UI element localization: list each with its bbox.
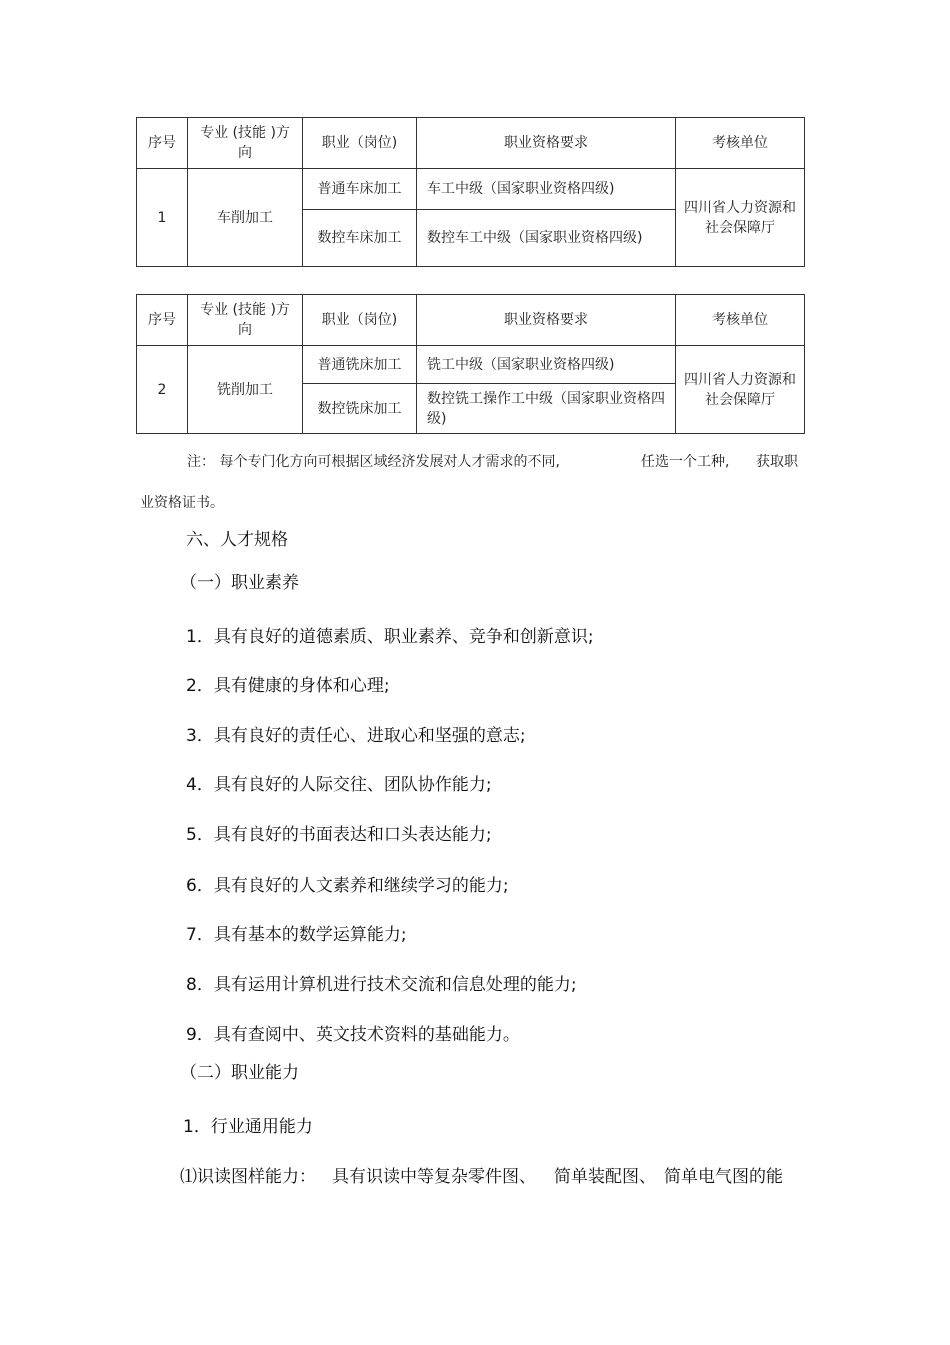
cell-unit: 四川省人力资源和社会保障厅 xyxy=(676,346,805,434)
subsection-title-1: （一）职业素养 xyxy=(180,573,299,593)
list-item: 3．具有良好的责任心、进取心和坚强的意志; xyxy=(186,726,526,746)
header-requirement: 职业资格要求 xyxy=(417,295,676,346)
qualification-table-2 xyxy=(136,294,805,434)
cell-requirement: 数控铣工操作工中级（国家职业资格四级) xyxy=(417,384,676,434)
cell-requirement: 数控车工中级（国家职业资格四级) xyxy=(417,210,676,267)
text-part: 具有识读中等复杂零件图、 xyxy=(332,1167,536,1187)
text-part: ⑴识读图样能力： xyxy=(180,1167,316,1187)
header-no: 序号 xyxy=(137,118,188,169)
cell-requirement: 车工中级（国家职业资格四级) xyxy=(417,169,676,210)
list-item: 6．具有良好的人文素养和继续学习的能力; xyxy=(186,876,509,896)
note-text-part2: 任选一个工种, xyxy=(641,454,730,470)
header-unit: 考核单位 xyxy=(676,295,805,346)
header-no: 序号 xyxy=(137,295,188,346)
qualification-table-1 xyxy=(136,117,805,267)
header-requirement: 职业资格要求 xyxy=(417,118,676,169)
list-item: 1．行业通用能力 xyxy=(183,1117,313,1137)
list-item: 4．具有良好的人际交往、团队协作能力; xyxy=(186,775,492,795)
header-direction: 专业 (技能 )方向 xyxy=(188,118,303,169)
subsection-title-2: （二）职业能力 xyxy=(180,1063,299,1083)
note-text-line2: 业资格证书。 xyxy=(140,495,224,511)
cell-job: 数控铣床加工 xyxy=(303,384,417,434)
text-part: 简单装配图、 xyxy=(554,1167,656,1187)
list-item: 5．具有良好的书面表达和口头表达能力; xyxy=(186,825,492,845)
cell-job: 数控车床加工 xyxy=(303,210,417,267)
cell-job: 普通铣床加工 xyxy=(303,346,417,384)
text-part: 简单电气图的能 xyxy=(664,1167,783,1187)
cell-unit: 四川省人力资源和社会保障厅 xyxy=(676,169,805,267)
section-title: 六、人才规格 xyxy=(186,530,288,550)
list-item: 1．具有良好的道德素质、职业素养、竞争和创新意识; xyxy=(186,627,594,647)
note-text-part1: 注： 每个专门化方向可根据区域经济发展对人才需求的不同, xyxy=(187,454,560,470)
cell-no: 2 xyxy=(137,346,188,434)
list-item: 9．具有查阅中、英文技术资料的基础能力。 xyxy=(186,1025,520,1045)
cell-job: 普通车床加工 xyxy=(303,169,417,210)
body-text xyxy=(180,1162,783,1187)
header-direction: 专业 (技能 )方向 xyxy=(188,295,303,346)
cell-direction: 车削加工 xyxy=(188,169,303,267)
header-job: 职业（岗位) xyxy=(303,295,417,346)
list-item: 2．具有健康的身体和心理; xyxy=(186,676,390,696)
cell-no: 1 xyxy=(137,169,188,267)
list-item: 8．具有运用计算机进行技术交流和信息处理的能力; xyxy=(186,975,577,995)
note-text-part3: 获取职 xyxy=(756,454,798,470)
cell-direction: 铣削加工 xyxy=(188,346,303,434)
list-item: 7．具有基本的数学运算能力; xyxy=(186,925,407,945)
header-unit: 考核单位 xyxy=(676,118,805,169)
header-job: 职业（岗位) xyxy=(303,118,417,169)
cell-requirement: 铣工中级（国家职业资格四级) xyxy=(417,346,676,384)
